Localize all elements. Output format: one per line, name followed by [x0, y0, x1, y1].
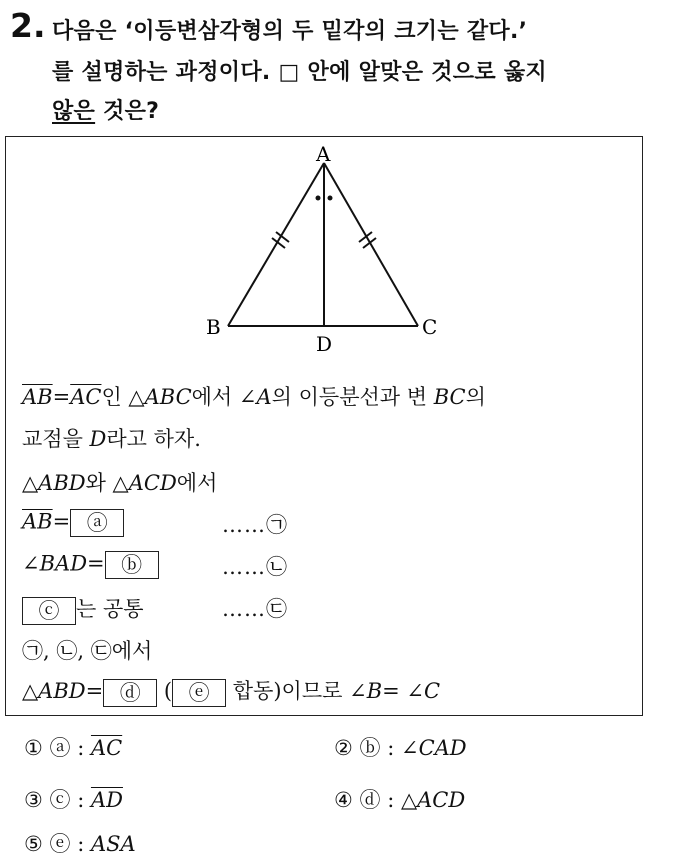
blank-b: ⓑ — [105, 551, 159, 579]
proof-box — [5, 136, 643, 716]
angle-dot-left — [316, 196, 321, 201]
proof-line-2 — [22, 423, 201, 453]
equals: = — [52, 385, 71, 409]
option-number: ⑤ — [24, 832, 43, 856]
blank-d: ⓓ — [103, 679, 157, 707]
equals: = — [87, 551, 105, 576]
vertex-label-b: B — [206, 315, 221, 339]
segment-ac: $\overline{AC}$ — [70, 385, 102, 409]
text: 라고 하자. — [106, 427, 201, 451]
triangle-abc: ABC — [144, 385, 192, 409]
step-marker-2: ……㉡ — [222, 555, 288, 579]
segment-ab: $\overline{AB}$ — [22, 509, 53, 534]
proof-step-5 — [22, 675, 440, 707]
option-value: ASA — [90, 832, 136, 856]
question-line-2: 를 설명하는 과정이다. □ 안에 알맞은 것으로 옳지 — [52, 60, 547, 85]
text: 합동)이므로 ∠ — [232, 679, 367, 703]
option-label: ⓔ — [49, 832, 71, 856]
text: 와 △ — [85, 471, 129, 495]
triangle-abd: ABD — [38, 679, 86, 703]
equals: = — [52, 509, 71, 534]
option-label: ⓐ — [49, 736, 71, 760]
equals: = — [85, 679, 104, 703]
text: 는 공통 — [76, 597, 144, 621]
angle-bad: BAD — [39, 551, 88, 576]
angle-b: B — [366, 679, 383, 703]
side-bc: BC — [433, 385, 466, 409]
option-value: ACD — [417, 788, 466, 812]
triangle-abd: ABD — [38, 471, 86, 495]
vertex-label-a: A — [316, 142, 331, 166]
triangle-symbol: △ — [22, 679, 39, 703]
option-2[interactable]: ② ⓑ : ∠CAD — [334, 736, 467, 760]
proof-step-2 — [22, 551, 622, 579]
option-prefix: △ — [400, 788, 418, 812]
point-label-d: D — [316, 332, 333, 356]
option-4[interactable]: ④ ⓓ : △ACD — [334, 788, 466, 812]
option-number: ② — [334, 736, 353, 760]
text: 의 이등분선과 변 — [271, 385, 434, 409]
option-value: $\overline{AD}$ — [90, 788, 123, 812]
option-number: ① — [24, 736, 43, 760]
option-label: ⓑ — [359, 736, 381, 760]
paren: ( — [163, 679, 173, 703]
triangle-acd: ACD — [128, 471, 177, 495]
vertex-label-c: C — [422, 315, 438, 339]
option-label: ⓒ — [49, 788, 71, 812]
tick-ac-1 — [363, 238, 376, 248]
option-value: CAD — [418, 736, 467, 760]
text: 교점을 — [22, 427, 90, 451]
option-3[interactable]: ③ ⓒ : $\overline{AD}$ — [24, 788, 123, 812]
option-1[interactable]: ① ⓐ : $\overline{AC}$ — [24, 736, 123, 760]
angle-c: C — [424, 679, 441, 703]
blank-a: ⓐ — [70, 509, 124, 537]
segment-ab: $\overline{AB}$ — [22, 385, 53, 409]
step-marker-3: ……㉢ — [222, 597, 288, 621]
proof-line-1 — [22, 381, 486, 411]
point-d: D — [89, 427, 107, 451]
text: 의 — [465, 385, 486, 409]
question-line-1: 다음은 ‘이등변삼각형의 두 밑각의 크기는 같다.’ — [52, 19, 528, 44]
side-ab — [228, 163, 324, 326]
angle-a: A — [256, 385, 272, 409]
proof-line-3 — [22, 467, 217, 497]
question-line-3-rest: 것은? — [95, 99, 160, 124]
option-number: ④ — [334, 788, 353, 812]
option-number: ③ — [24, 788, 43, 812]
text: 에서 ∠ — [191, 385, 257, 409]
question-number: 2. — [10, 6, 46, 45]
proof-step-3 — [22, 593, 622, 625]
proof-step-4: ㉠, ㉡, ㉢에서 — [22, 639, 153, 663]
isosceles-triangle-figure — [6, 137, 644, 367]
angle-symbol: ∠ — [22, 551, 40, 576]
equals: = ∠ — [382, 679, 424, 703]
triangle-symbol: △ — [22, 471, 39, 495]
blank-e: ⓔ — [172, 679, 226, 707]
step-marker-1: ……㉠ — [222, 513, 288, 537]
angle-dot-right — [328, 196, 333, 201]
option-value: $\overline{AC}$ — [90, 736, 123, 760]
text: 인 △ — [101, 385, 145, 409]
option-label: ⓓ — [359, 788, 381, 812]
side-ac — [324, 163, 418, 326]
question-line-3 — [52, 94, 159, 125]
underlined-word: 않은 — [52, 99, 96, 124]
option-prefix: ∠ — [400, 736, 419, 760]
option-5[interactable]: ⑤ ⓔ : ASA — [24, 832, 136, 856]
text: 에서 — [176, 471, 218, 495]
blank-c: ⓒ — [22, 597, 76, 625]
proof-step-1 — [22, 509, 622, 537]
